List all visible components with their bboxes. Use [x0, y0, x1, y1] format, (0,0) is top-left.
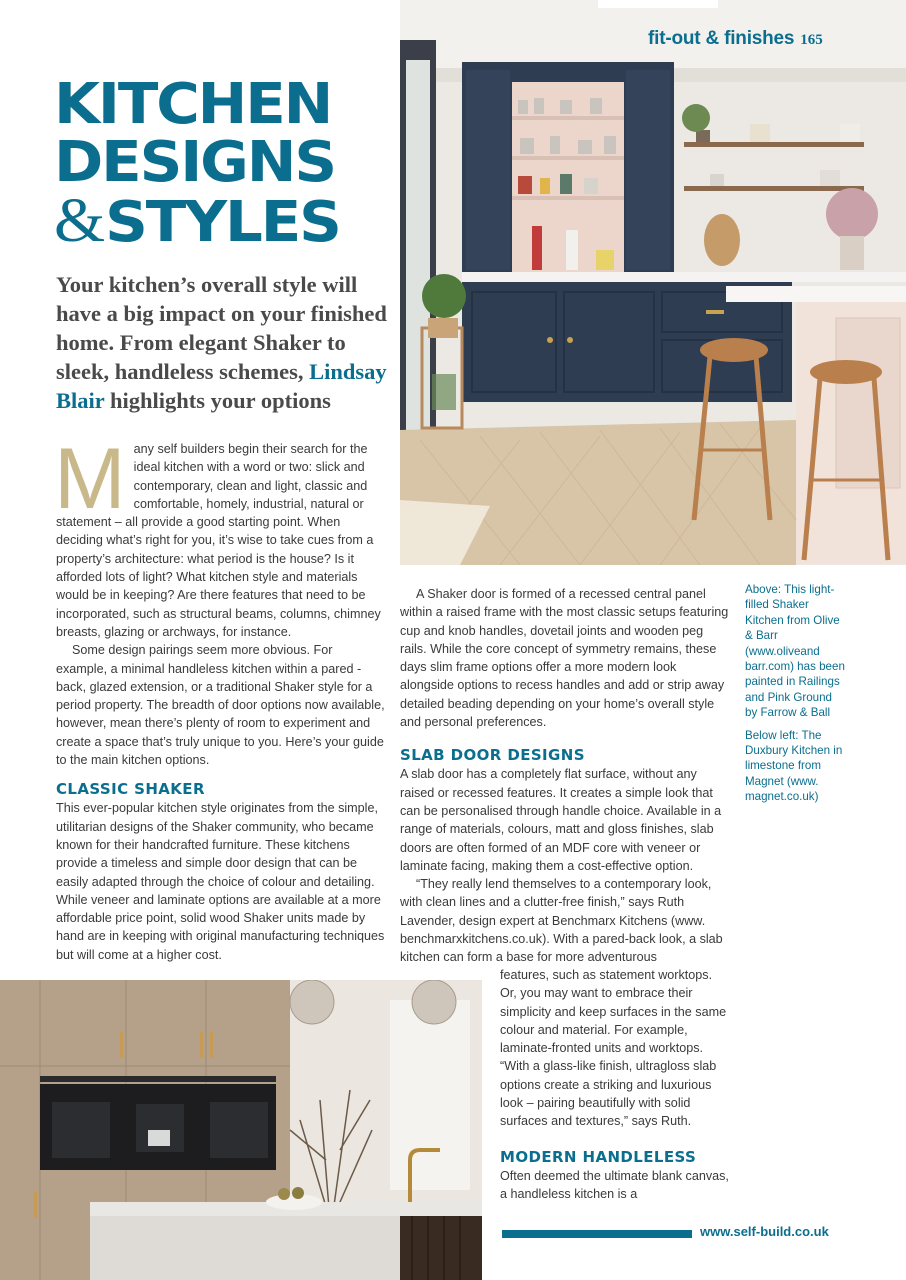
photo-captions [745, 582, 845, 812]
author-name: Lindsay Blair [56, 359, 387, 413]
caption-above: Above: This light-filled Shaker Kitchen from Olive & Barr (www.oliveand barr.com) has been painted in Railings and Pink Ground by Farrow & Ball [745, 583, 845, 720]
heading-classic-shaker: CLASSIC SHAKER [56, 780, 205, 799]
section-title: fit-out & finishes [648, 28, 795, 49]
title-line-2: DESIGNS [54, 130, 335, 195]
page-number: 165 [800, 32, 823, 48]
title-line-3 [54, 187, 414, 255]
article-title [54, 72, 394, 255]
slab-paragraph-2: “They really lend themselves to a contemporary look, with clean lines and a clutter-free finish,” says Ruth Lavender, design expert at Benchmarx Kitchens (www. benchmarxkitchens.co.uk). With a pared-back look, a slab kitchen can form a base for more adventurous [400, 877, 723, 965]
body-column-2 [400, 585, 730, 967]
slab-paragraph-2-continued: features, such as statement worktops. Or, you may want to embrace their simplicity and keep surfaces in the same colour and material. For example, laminate-fronted units and worktops. “With a glass-like finish, ultragloss slab options create a striking and luxurious look – pairing beautifully with solid surfaces and textures,” says Ruth. [500, 968, 727, 1129]
shaker-kitchen-photo [400, 0, 906, 565]
standfirst-end: highlights your options [104, 388, 331, 413]
shaker-paragraph-2: A Shaker door is formed of a recessed central panel within a raised frame with the most classic setups featuring cup and knob handles, dovetail joints and wooden peg rails. While the core concept of symmetry remains, these days slim frame options offer a more modern look alongside options to recess handles and add or strip away detailed beading depending on your home’s overall style and personal preferences. [400, 587, 729, 730]
slab-paragraph-1: A slab door has a completely flat surface, without any raised or recessed features. It creates a simple look that can be personalised through handle choice. Available in a range of materials, colours, matt and gloss finishes, slab doors are often formed of an MDF core with veneer or laminate facing, making them a cost-effective option. [400, 767, 722, 873]
drop-cap: M [54, 431, 126, 527]
intro-paragraph-1: Many self builders begin their search for the ideal kitchen with a word or two: slick and contemporary, clean and light, classic and comfortable, homely, industrial, natural or statement – all provide a good starting point. When deciding what’s right for you, it’s wise to take cues from a property’s architecture: what period is the house? Is it afforded lots of light? What kitchen style and materials would be in keeping? Are there features that need to be incorporated, such as structural beams, columns, chimney breasts, glazing or archways, for instance. [54, 431, 381, 639]
heading-modern-handleless: MODERN HANDLELESS [500, 1147, 697, 1166]
body-column-2-continued [500, 966, 732, 1203]
duxbury-kitchen-photo [0, 980, 482, 1280]
title-line-1: KITCHEN [54, 72, 332, 137]
title-ampersand: & [54, 187, 106, 255]
handleless-paragraph-1: Often deemed the ultimate blank canvas, a handleless kitchen is a [500, 1168, 729, 1201]
title-word-styles: STYLES [105, 190, 340, 255]
section-header [648, 28, 898, 52]
standfirst [56, 270, 392, 415]
body-column-1 [54, 431, 386, 964]
intro-paragraph-2: Some design pairings seem more obvious. For example, a minimal handleless kitchen within a pared -back, glazed extension, or a traditional Shaker style for a period property. The breadth of door options now available, however, mean there’s plenty of room to experiment and create a space that’s truly unique to you. Here’s your guide to the main kitchen options. [56, 643, 385, 768]
standfirst-text: Your kitchen’s overall style will have a big impact on your finished home. From elegant Shaker to sleek, handleless schemes, [56, 272, 387, 384]
shaker-paragraph-1: This ever-popular kitchen style originates from the simple, utilitarian designs of the Shaker community, who became known for their handcrafted furniture. These kitchens provide a timeless and simple door design that can be easily adapted through the choice of colour and detailing. While veneer and laminate options are available at a more affordable price point, solid wood Shaker units made by hand are in keeping with original manufacturing techniques but will come at a higher cost. [56, 801, 385, 962]
caption-below-left: Below left: The Duxbury Kitchen in limestone from Magnet (www. magnet.co.uk) [745, 728, 843, 804]
heading-slab-door-designs: SLAB DOOR DESIGNS [400, 746, 585, 765]
footer-rule [502, 1230, 692, 1238]
footer-url: www.self-build.co.uk [700, 1224, 829, 1239]
